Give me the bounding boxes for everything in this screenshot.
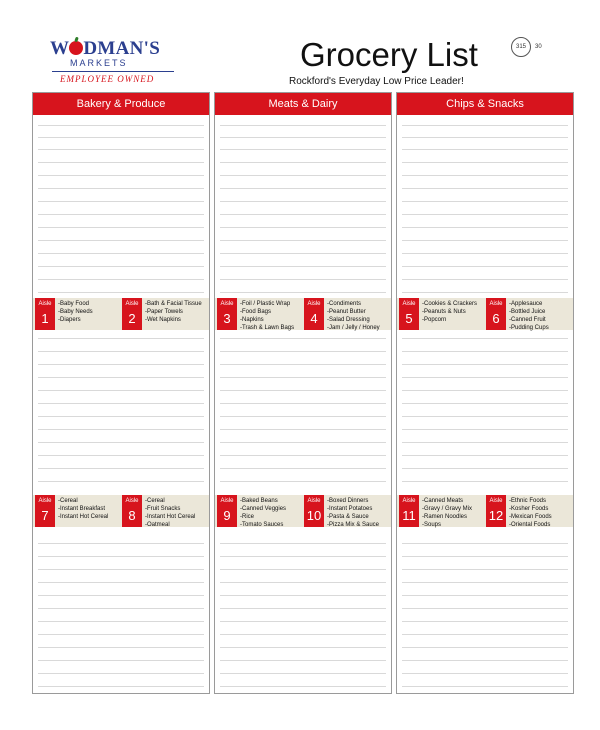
aisle-number: 6 <box>492 311 500 326</box>
writing-line[interactable] <box>220 351 386 352</box>
writing-line[interactable] <box>38 569 204 570</box>
writing-line[interactable] <box>402 364 568 365</box>
writing-line[interactable] <box>220 455 386 456</box>
aisle-number: 9 <box>223 508 231 523</box>
writing-line[interactable] <box>38 660 204 661</box>
writing-line[interactable] <box>220 266 386 267</box>
writing-line[interactable] <box>220 647 386 648</box>
column-2 <box>214 92 392 694</box>
aisle-item: -Foil / Plastic Wrap <box>240 301 291 307</box>
writing-line[interactable] <box>220 279 386 280</box>
aisle-number-box <box>304 495 324 527</box>
aisle-block <box>122 298 209 330</box>
writing-line[interactable] <box>38 403 204 404</box>
aisle-items <box>240 497 286 529</box>
aisle-label: Aisle <box>125 301 139 307</box>
writing-line[interactable] <box>38 377 204 378</box>
aisle-item: -Napkins <box>240 317 264 323</box>
writing-line[interactable] <box>402 455 568 456</box>
writing-line[interactable] <box>220 214 386 215</box>
writing-line[interactable] <box>402 201 568 202</box>
writing-line[interactable] <box>220 292 386 293</box>
aisle-number: 11 <box>402 508 416 523</box>
aisle-block <box>304 495 391 527</box>
writing-line[interactable] <box>220 149 386 150</box>
column-header: Meats & Dairy <box>215 93 391 115</box>
aisle-label: Aisle <box>38 301 52 307</box>
apple-icon <box>69 41 83 55</box>
writing-line[interactable] <box>402 338 568 339</box>
writing-line[interactable] <box>220 429 386 430</box>
store-logo <box>50 38 180 82</box>
writing-line[interactable] <box>38 634 204 635</box>
writing-line[interactable] <box>402 582 568 583</box>
aisle-items <box>145 497 195 529</box>
writing-line[interactable] <box>402 608 568 609</box>
aisle-number-box <box>399 495 419 527</box>
writing-line[interactable] <box>220 556 386 557</box>
aisle-block <box>122 495 209 527</box>
aisle-item: -Fruit Snacks <box>145 506 181 512</box>
aisle-item: -Baked Beans <box>240 498 278 504</box>
aisle-item: -Instant Hot Cereal <box>58 514 109 520</box>
logo-brand: W DMAN'S <box>50 38 161 59</box>
aisle-block <box>304 298 391 330</box>
aisle-number-box <box>122 495 142 527</box>
aisle-number: 10 <box>306 508 322 523</box>
writing-line[interactable] <box>220 240 386 241</box>
writing-line[interactable] <box>402 390 568 391</box>
aisle-item: -Rice <box>240 514 255 520</box>
aisle-number-box <box>217 298 237 330</box>
aisle-number-box <box>122 298 142 330</box>
aisle-number: 5 <box>405 311 413 326</box>
writing-line[interactable] <box>402 686 568 687</box>
writing-line[interactable] <box>402 137 568 138</box>
aisle-item: -Applesauce <box>509 301 543 307</box>
aisle-item: -Pudding Cups <box>509 325 549 331</box>
writing-line[interactable] <box>38 149 204 150</box>
writing-line[interactable] <box>402 429 568 430</box>
aisle-item: -Boxed Dinners <box>327 498 369 504</box>
aisle-item: -Food Bags <box>240 309 272 315</box>
writing-line[interactable] <box>38 175 204 176</box>
aisle-item: -Diapers <box>58 317 81 323</box>
writing-line[interactable] <box>220 377 386 378</box>
aisle-item: -Kosher Foods <box>509 506 549 512</box>
writing-line[interactable] <box>38 253 204 254</box>
logo-sub: MARKETS <box>70 58 128 68</box>
column-1 <box>32 92 210 694</box>
writing-line[interactable] <box>220 125 386 126</box>
writing-line[interactable] <box>38 595 204 596</box>
aisle-item: -Tomato Sauces <box>240 522 284 528</box>
aisle-block <box>486 495 573 527</box>
aisle-item: -Canned Fruit <box>509 317 546 323</box>
writing-line[interactable] <box>220 137 386 138</box>
writing-line[interactable] <box>38 686 204 687</box>
aisle-item: -Ethnic Foods <box>509 498 547 504</box>
aisle-number-box <box>35 495 55 527</box>
writing-line[interactable] <box>38 292 204 293</box>
writing-line[interactable] <box>38 137 204 138</box>
writing-line[interactable] <box>402 175 568 176</box>
writing-line[interactable] <box>38 673 204 674</box>
aisle-number: 4 <box>310 311 318 326</box>
aisle-item: -Condiments <box>327 301 362 307</box>
writing-line[interactable] <box>220 162 386 163</box>
writing-line[interactable] <box>38 455 204 456</box>
aisle-item: -Oriental Foods <box>509 522 551 528</box>
writing-line[interactable] <box>220 582 386 583</box>
column-header: Chips & Snacks <box>397 93 573 115</box>
writing-line[interactable] <box>38 621 204 622</box>
aisle-items <box>422 497 472 529</box>
aisle-number-box <box>217 495 237 527</box>
aisle-item: -Bottled Juice <box>509 309 546 315</box>
aisle-item: -Baby Food <box>58 301 90 307</box>
aisle-number-box <box>486 495 506 527</box>
aisle-band <box>397 495 573 527</box>
writing-line[interactable] <box>402 240 568 241</box>
page-badge: 315 <box>511 37 531 57</box>
writing-line[interactable] <box>402 351 568 352</box>
aisle-number-box <box>399 298 419 330</box>
aisle-block <box>217 298 304 330</box>
aisle-item: -Pasta & Sauce <box>327 514 369 520</box>
aisle-item: -Trash & Lawn Bags <box>240 325 295 331</box>
writing-line[interactable] <box>220 253 386 254</box>
aisle-item: -Oatmeal <box>145 522 170 528</box>
aisle-item: -Paper Towels <box>145 309 183 315</box>
writing-line[interactable] <box>220 686 386 687</box>
aisle-label: Aisle <box>402 301 416 307</box>
writing-line[interactable] <box>402 569 568 570</box>
writing-line[interactable] <box>220 416 386 417</box>
page-subtitle: Rockford's Everyday Low Price Leader! <box>289 76 464 87</box>
aisle-item: -Peanuts & Nuts <box>422 309 466 315</box>
writing-line[interactable] <box>402 442 568 443</box>
writing-line[interactable] <box>220 481 386 482</box>
aisle-item: -Pizza Mix & Sauce <box>327 522 380 528</box>
aisle-label: Aisle <box>402 498 416 504</box>
writing-line[interactable] <box>402 621 568 622</box>
writing-line[interactable] <box>38 240 204 241</box>
writing-line[interactable] <box>38 416 204 417</box>
writing-line[interactable] <box>220 403 386 404</box>
aisle-item: -Baby Needs <box>58 309 93 315</box>
aisle-label: Aisle <box>220 498 234 504</box>
aisle-item: -Ramen Noodles <box>422 514 468 520</box>
writing-line[interactable] <box>220 175 386 176</box>
aisle-number: 1 <box>41 311 49 326</box>
writing-line[interactable] <box>220 364 386 365</box>
writing-line[interactable] <box>38 125 204 126</box>
writing-line[interactable] <box>402 162 568 163</box>
aisle-block <box>399 495 486 527</box>
aisle-item: -Instant Potatoes <box>327 506 373 512</box>
page-title: Grocery List <box>300 36 478 73</box>
writing-line[interactable] <box>38 608 204 609</box>
writing-line[interactable] <box>220 595 386 596</box>
aisle-block <box>399 298 486 330</box>
writing-line[interactable] <box>38 543 204 544</box>
writing-line[interactable] <box>220 227 386 228</box>
aisle-item: -Canned Veggies <box>240 506 287 512</box>
writing-line[interactable] <box>220 468 386 469</box>
aisle-band <box>397 298 573 330</box>
writing-line[interactable] <box>220 608 386 609</box>
aisle-block <box>35 495 122 527</box>
page-badge-number: 30 <box>535 44 542 50</box>
aisle-items <box>327 497 379 529</box>
aisle-item: -Instant Hot Cereal <box>145 514 196 520</box>
aisle-label: Aisle <box>220 301 234 307</box>
writing-line[interactable] <box>402 149 568 150</box>
writing-line[interactable] <box>38 442 204 443</box>
aisle-band <box>215 298 391 330</box>
writing-line[interactable] <box>402 481 568 482</box>
writing-line[interactable] <box>220 569 386 570</box>
writing-line[interactable] <box>38 556 204 557</box>
writing-line[interactable] <box>402 253 568 254</box>
writing-line[interactable] <box>220 390 386 391</box>
aisle-number-box <box>486 298 506 330</box>
aisle-label: Aisle <box>307 301 321 307</box>
writing-line[interactable] <box>402 634 568 635</box>
writing-line[interactable] <box>220 621 386 622</box>
aisle-band <box>33 298 209 330</box>
writing-line[interactable] <box>402 279 568 280</box>
writing-line[interactable] <box>38 647 204 648</box>
aisle-label: Aisle <box>489 301 503 307</box>
writing-line[interactable] <box>402 403 568 404</box>
aisle-items <box>422 300 477 324</box>
aisle-number: 12 <box>488 508 504 523</box>
aisle-label: Aisle <box>125 498 139 504</box>
writing-line[interactable] <box>402 227 568 228</box>
writing-line[interactable] <box>38 188 204 189</box>
aisle-items <box>58 497 108 521</box>
aisle-item: -Popcorn <box>422 317 447 323</box>
writing-line[interactable] <box>402 125 568 126</box>
writing-line[interactable] <box>220 442 386 443</box>
writing-line[interactable] <box>220 634 386 635</box>
writing-line[interactable] <box>38 266 204 267</box>
writing-line[interactable] <box>38 201 204 202</box>
writing-line[interactable] <box>38 227 204 228</box>
writing-line[interactable] <box>402 556 568 557</box>
writing-line[interactable] <box>220 660 386 661</box>
aisle-number: 2 <box>128 311 136 326</box>
aisle-item: -Salad Dressing <box>327 317 370 323</box>
aisle-item: -Jam / Jelly / Honey <box>327 325 380 331</box>
writing-line[interactable] <box>38 338 204 339</box>
writing-line[interactable] <box>402 292 568 293</box>
column-3 <box>396 92 574 694</box>
writing-line[interactable] <box>402 468 568 469</box>
column-header: Bakery & Produce <box>33 93 209 115</box>
writing-line[interactable] <box>402 673 568 674</box>
writing-line[interactable] <box>402 266 568 267</box>
aisle-item: -Gravy / Gravy Mix <box>422 506 473 512</box>
writing-line[interactable] <box>38 390 204 391</box>
aisle-item: -Cereal <box>58 498 78 504</box>
aisle-items <box>240 300 294 332</box>
writing-line[interactable] <box>402 188 568 189</box>
writing-line[interactable] <box>220 201 386 202</box>
writing-line[interactable] <box>38 214 204 215</box>
writing-line[interactable] <box>38 481 204 482</box>
aisle-block <box>35 298 122 330</box>
writing-line[interactable] <box>38 162 204 163</box>
aisle-number: 8 <box>128 508 136 523</box>
aisle-number: 7 <box>41 508 49 523</box>
aisle-label: Aisle <box>307 498 321 504</box>
aisle-item: -Cookies & Crackers <box>422 301 478 307</box>
writing-line[interactable] <box>38 279 204 280</box>
aisle-item: -Canned Meats <box>422 498 464 504</box>
aisle-label: Aisle <box>489 498 503 504</box>
writing-line[interactable] <box>220 188 386 189</box>
writing-line[interactable] <box>38 429 204 430</box>
aisle-items <box>509 497 552 529</box>
aisle-band <box>33 495 209 527</box>
writing-line[interactable] <box>402 543 568 544</box>
writing-line[interactable] <box>402 377 568 378</box>
aisle-item: -Cereal <box>145 498 165 504</box>
aisle-band <box>215 495 391 527</box>
logo-divider <box>52 71 174 72</box>
aisle-items <box>58 300 93 324</box>
writing-line[interactable] <box>38 582 204 583</box>
writing-line[interactable] <box>38 364 204 365</box>
aisle-item: -Peanut Butter <box>327 309 366 315</box>
logo-tagline: EMPLOYEE OWNED <box>60 74 155 84</box>
writing-line[interactable] <box>220 338 386 339</box>
aisle-block <box>486 298 573 330</box>
aisle-item: -Soups <box>422 522 442 528</box>
writing-line[interactable] <box>402 647 568 648</box>
writing-line[interactable] <box>38 468 204 469</box>
writing-line[interactable] <box>402 595 568 596</box>
writing-line[interactable] <box>402 416 568 417</box>
aisle-items <box>145 300 202 324</box>
writing-line[interactable] <box>402 660 568 661</box>
aisle-item: -Instant Breakfast <box>58 506 106 512</box>
aisle-items <box>509 300 549 332</box>
aisle-item: -Wet Napkins <box>145 317 181 323</box>
aisle-number-box <box>304 298 324 330</box>
writing-line[interactable] <box>220 673 386 674</box>
aisle-item: -Mexican Foods <box>509 514 552 520</box>
writing-line[interactable] <box>402 214 568 215</box>
aisle-items <box>327 300 380 332</box>
writing-line[interactable] <box>38 351 204 352</box>
writing-line[interactable] <box>220 543 386 544</box>
aisle-number: 3 <box>223 311 231 326</box>
aisle-block <box>217 495 304 527</box>
aisle-label: Aisle <box>38 498 52 504</box>
aisle-number-box <box>35 298 55 330</box>
aisle-item: -Bath & Facial Tissue <box>145 301 202 307</box>
